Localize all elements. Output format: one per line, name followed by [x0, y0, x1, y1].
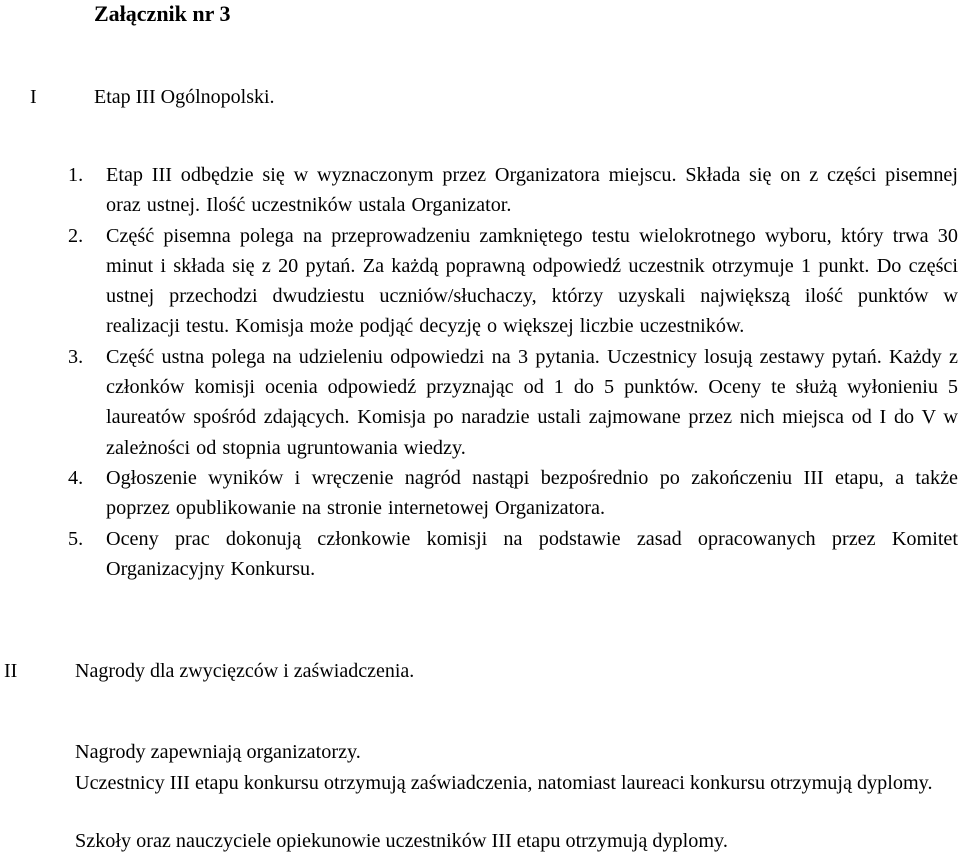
- section-2-paragraph: Uczestnicy III etapu konkursu otrzymują zaświadczenia, natomiast laureaci konkursu otrzymują dyplomy.: [75, 772, 933, 794]
- list-item-number: 4.: [68, 466, 84, 489]
- section-2-paragraph: Nagrody zapewniają organizatorzy.: [75, 741, 361, 763]
- list-item-number: 3.: [68, 345, 84, 368]
- section-1-number: I: [30, 86, 37, 108]
- section-2-title: Nagrody dla zwycięzców i zaświadczenia.: [75, 660, 415, 682]
- list-item-text: Etap III odbędzie się w wyznaczonym przez Organizatora miejscu. Składa się on z części pisemnej oraz ustnej. Ilość uczestników ustala Organizator.: [106, 164, 958, 217]
- section-1-list: [68, 160, 958, 584]
- list-item: [68, 160, 958, 221]
- list-item-number: 5.: [68, 527, 84, 550]
- list-item-text: Oceny prac dokonują członkowie komisji na podstawie zasad opracowanych przez Komitet Organizacyjny Konkursu.: [106, 527, 958, 580]
- list-item-text: Część ustna polega na udzieleniu odpowiedzi na 3 pytania. Uczestnicy losują zestawy pytań. Każdy z członków komisji ocenia odpowiedź przyznając od 1 do 5 punktów. Oceny te służą wyłonieniu 5 laureatów spośród zdających. Komisja po naradzie ustali zajmowane przez nich miejsca od I do V w zależności od stopnia ugruntowania wiedzy.: [106, 345, 958, 459]
- page-title: Załącznik nr 3: [94, 1, 231, 26]
- list-item-text: Część pisemna polega na przeprowadzeniu zamkniętego testu wielokrotnego wyboru, który trwa 30 minut i składa się z 20 pytań. Za każdą poprawną odpowiedź uczestnik otrzymuje 1 punkt. Do części ustnej przechodzi dwudziestu uczniów/słuchaczy, którzy uzyskali największą ilość punktów w realizacji testu. Komisja może podjąć decyzję o większej liczbie uczestników.: [106, 224, 958, 338]
- list-item: [68, 524, 958, 585]
- section-2-paragraph: Szkoły oraz nauczyciele opiekunowie uczestników III etapu otrzymują dyplomy.: [75, 830, 728, 852]
- list-item: [68, 342, 958, 463]
- list-item: [68, 463, 958, 524]
- section-2-number: II: [4, 660, 18, 682]
- list-item: [68, 221, 958, 342]
- list-item-number: 2.: [68, 224, 84, 247]
- section-1-title: Etap III Ogólnopolski.: [94, 86, 275, 108]
- list-item-number: 1.: [68, 164, 84, 186]
- list-item-text: Ogłoszenie wyników i wręczenie nagród nastąpi bezpośrednio po zakończeniu III etapu, a także poprzez opublikowanie na stronie internetowej Organizatora.: [106, 466, 958, 520]
